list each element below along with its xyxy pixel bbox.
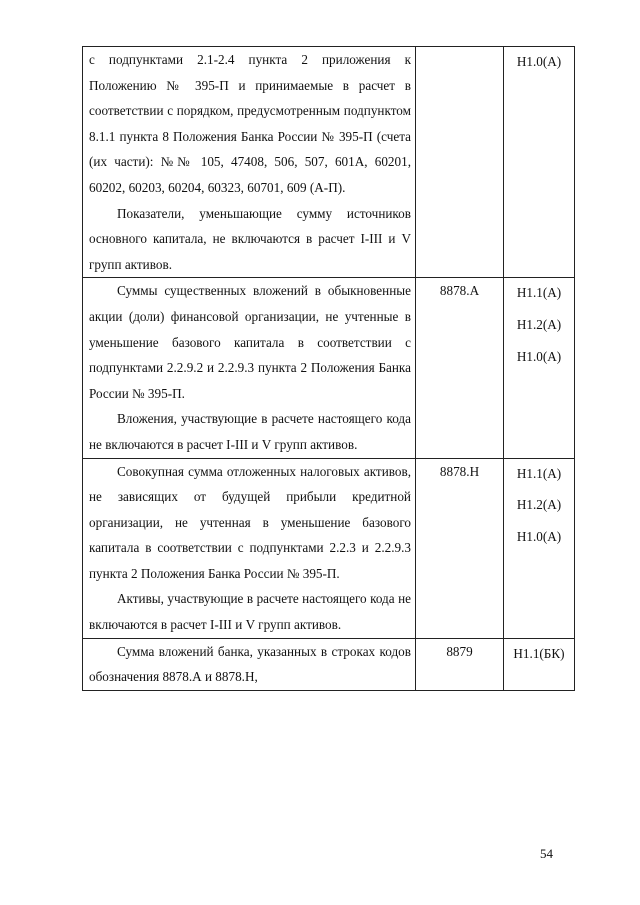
table-row [83, 638, 575, 690]
paragraph: Сумма вложений банка, указанных в строках кодов обозначения 8878.А и 8878.Н, [89, 643, 411, 685]
regulation-table [82, 46, 575, 691]
description-cell [83, 638, 416, 690]
norm-label: Н1.2(А) [516, 316, 562, 332]
table-row [83, 278, 575, 458]
code-cell: 8878.А [416, 278, 504, 458]
paragraph: Вложения, участвующие в расчете настоящего кода не включаются в расчет I-III и V групп активов. [89, 411, 411, 452]
norms-cell [504, 638, 575, 690]
norms-cell [504, 47, 575, 278]
paragraph: с подпунктами 2.1-2.4 пункта 2 приложения к Положению № 395-П и принимаемые в расчет в соответствии с порядком, предусмотренным подпунктом 8.1.1 пункта 8 Положения Банка России № 395-П (счета (их части): №№ 105, 47408, 506, 507, 601А, 60201, 60202, 60203, 60204, 60323, 60701, 609 (А-П). [89, 52, 411, 195]
norm-label: Н1.0(А) [516, 348, 562, 364]
norm-label: Н1.0(А) [516, 54, 562, 69]
description-cell [83, 458, 416, 638]
table-row [83, 458, 575, 638]
norm-label: Н1.1(БК) [513, 645, 565, 661]
code-cell: 8879 [416, 638, 504, 690]
paragraph: Совокупная сумма отложенных налоговых активов, не зависящих от будущей прибыли кредитной организации, не учтенная в уменьшение базового капитала в соответствии с подпунктами 2.2.3 и 2.2.9.3 пункта 2 Положения Банка России № 395-П. [89, 463, 411, 581]
paragraph: Суммы существенных вложений в обыкновенные акции (доли) финансовой организации, не учтенные в уменьшение базового капитала в соответствии с подпунктами 2.2.9.2 и 2.2.9.3 пункта 2 Положения Банка России № 395-П. [89, 283, 411, 401]
paragraph: Показатели, уменьшающие сумму источников основного капитала, не включаются в расчет I-III и V групп активов. [89, 205, 411, 272]
description-cell [83, 47, 416, 278]
norms-cell [504, 458, 575, 638]
norm-label: Н1.2(А) [516, 497, 562, 513]
code-cell [416, 47, 504, 278]
page-number: 54 [540, 846, 553, 861]
norm-label: Н1.1(А) [516, 465, 562, 481]
norm-label: Н1.1(А) [516, 285, 562, 301]
description-cell [83, 278, 416, 458]
paragraph: Активы, участвующие в расчете настоящего кода не включаются в расчет I-III и V групп активов. [89, 591, 411, 633]
norms-cell [504, 278, 575, 458]
code-cell: 8878.Н [416, 458, 504, 638]
norm-label: Н1.0(А) [516, 528, 562, 544]
table-row [83, 47, 575, 278]
